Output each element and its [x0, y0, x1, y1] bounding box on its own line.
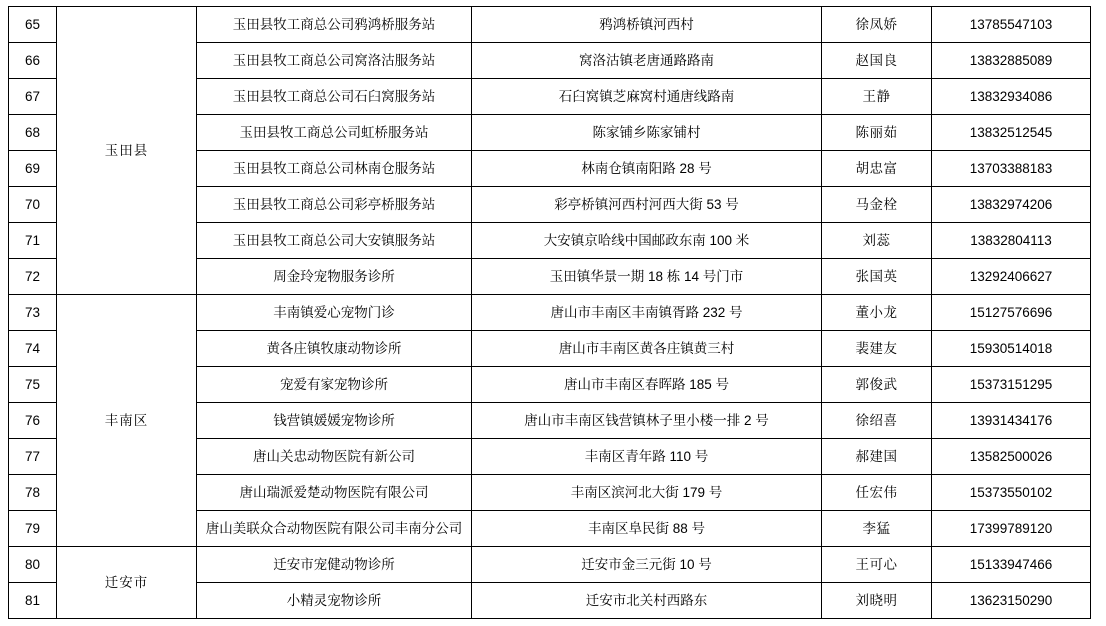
cell-phone: 13832974206 [932, 187, 1091, 223]
cell-name: 玉田县牧工商总公司彩亭桥服务站 [197, 187, 472, 223]
cell-phone: 17399789120 [932, 511, 1091, 547]
cell-address: 迁安市金三元街 10 号 [472, 547, 822, 583]
table-body [9, 7, 1091, 619]
cell-region: 玉田县 [57, 7, 197, 295]
cell-phone: 13931434176 [932, 403, 1091, 439]
cell-contact-person: 王静 [822, 79, 932, 115]
cell-index: 68 [9, 115, 57, 151]
cell-phone: 15373151295 [932, 367, 1091, 403]
cell-name: 玉田县牧工商总公司虹桥服务站 [197, 115, 472, 151]
cell-address: 窝洛沽镇老唐通路路南 [472, 43, 822, 79]
cell-index: 74 [9, 331, 57, 367]
cell-contact-person: 任宏伟 [822, 475, 932, 511]
cell-contact-person: 郝建国 [822, 439, 932, 475]
document-page [0, 6, 1106, 626]
cell-phone: 13832804113 [932, 223, 1091, 259]
cell-name: 迁安市宠健动物诊所 [197, 547, 472, 583]
cell-address: 迁安市北关村西路东 [472, 583, 822, 619]
cell-name: 玉田县牧工商总公司林南仓服务站 [197, 151, 472, 187]
cell-phone: 13703388183 [932, 151, 1091, 187]
cell-address: 唐山市丰南区春晖路 185 号 [472, 367, 822, 403]
cell-phone: 15127576696 [932, 295, 1091, 331]
cell-index: 77 [9, 439, 57, 475]
cell-index: 81 [9, 583, 57, 619]
cell-phone: 15133947466 [932, 547, 1091, 583]
cell-name: 周金玲宠物服务诊所 [197, 259, 472, 295]
cell-phone: 15930514018 [932, 331, 1091, 367]
cell-contact-person: 徐凤娇 [822, 7, 932, 43]
cell-name: 宠爱有家宠物诊所 [197, 367, 472, 403]
cell-index: 69 [9, 151, 57, 187]
cell-index: 65 [9, 7, 57, 43]
cell-address: 彩亭桥镇河西村河西大街 53 号 [472, 187, 822, 223]
cell-contact-person: 裴建友 [822, 331, 932, 367]
cell-phone: 13832885089 [932, 43, 1091, 79]
cell-contact-person: 李猛 [822, 511, 932, 547]
cell-name: 丰南镇爱心宠物门诊 [197, 295, 472, 331]
cell-address: 石臼窝镇芝麻窝村通唐线路南 [472, 79, 822, 115]
cell-name: 玉田县牧工商总公司窝洛沽服务站 [197, 43, 472, 79]
table-row [9, 547, 1091, 583]
table-row [9, 295, 1091, 331]
cell-contact-person: 张国英 [822, 259, 932, 295]
cell-contact-person: 胡忠富 [822, 151, 932, 187]
cell-contact-person: 赵国良 [822, 43, 932, 79]
cell-address: 大安镇京哈线中国邮政东南 100 米 [472, 223, 822, 259]
cell-index: 76 [9, 403, 57, 439]
cell-index: 79 [9, 511, 57, 547]
cell-address: 丰南区青年路 110 号 [472, 439, 822, 475]
cell-name: 钱营镇媛媛宠物诊所 [197, 403, 472, 439]
cell-name: 玉田县牧工商总公司大安镇服务站 [197, 223, 472, 259]
cell-phone: 15373550102 [932, 475, 1091, 511]
cell-address: 丰南区滨河北大街 179 号 [472, 475, 822, 511]
cell-address: 唐山市丰南区丰南镇胥路 232 号 [472, 295, 822, 331]
cell-name: 黄各庄镇牧康动物诊所 [197, 331, 472, 367]
cell-name: 小精灵宠物诊所 [197, 583, 472, 619]
cell-index: 67 [9, 79, 57, 115]
cell-index: 66 [9, 43, 57, 79]
cell-region: 丰南区 [57, 295, 197, 547]
cell-address: 林南仓镇南阳路 28 号 [472, 151, 822, 187]
table-row [9, 7, 1091, 43]
cell-index: 73 [9, 295, 57, 331]
cell-address: 鸦鸿桥镇河西村 [472, 7, 822, 43]
cell-name: 唐山美联众合动物医院有限公司丰南分公司 [197, 511, 472, 547]
cell-contact-person: 马金栓 [822, 187, 932, 223]
cell-address: 唐山市丰南区钱营镇林子里小楼一排 2 号 [472, 403, 822, 439]
cell-address: 丰南区阜民街 88 号 [472, 511, 822, 547]
cell-phone: 13785547103 [932, 7, 1091, 43]
cell-phone: 13623150290 [932, 583, 1091, 619]
cell-address: 唐山市丰南区黄各庄镇黄三村 [472, 331, 822, 367]
cell-index: 70 [9, 187, 57, 223]
cell-index: 75 [9, 367, 57, 403]
cell-address: 陈家铺乡陈家铺村 [472, 115, 822, 151]
cell-index: 72 [9, 259, 57, 295]
cell-phone: 13292406627 [932, 259, 1091, 295]
cell-contact-person: 刘蕊 [822, 223, 932, 259]
cell-region: 迁安市 [57, 547, 197, 619]
cell-phone: 13832512545 [932, 115, 1091, 151]
cell-name: 唐山瑞派爱楚动物医院有限公司 [197, 475, 472, 511]
veterinary-clinic-table [8, 6, 1091, 619]
cell-contact-person: 王可心 [822, 547, 932, 583]
cell-contact-person: 董小龙 [822, 295, 932, 331]
cell-name: 唐山关忠动物医院有新公司 [197, 439, 472, 475]
cell-name: 玉田县牧工商总公司鸦鸿桥服务站 [197, 7, 472, 43]
cell-contact-person: 徐绍喜 [822, 403, 932, 439]
cell-name: 玉田县牧工商总公司石臼窝服务站 [197, 79, 472, 115]
cell-index: 71 [9, 223, 57, 259]
cell-index: 80 [9, 547, 57, 583]
cell-address: 玉田镇华景一期 18 栋 14 号门市 [472, 259, 822, 295]
cell-contact-person: 陈丽茹 [822, 115, 932, 151]
cell-contact-person: 刘晓明 [822, 583, 932, 619]
cell-index: 78 [9, 475, 57, 511]
cell-contact-person: 郭俊武 [822, 367, 932, 403]
cell-phone: 13832934086 [932, 79, 1091, 115]
cell-phone: 13582500026 [932, 439, 1091, 475]
